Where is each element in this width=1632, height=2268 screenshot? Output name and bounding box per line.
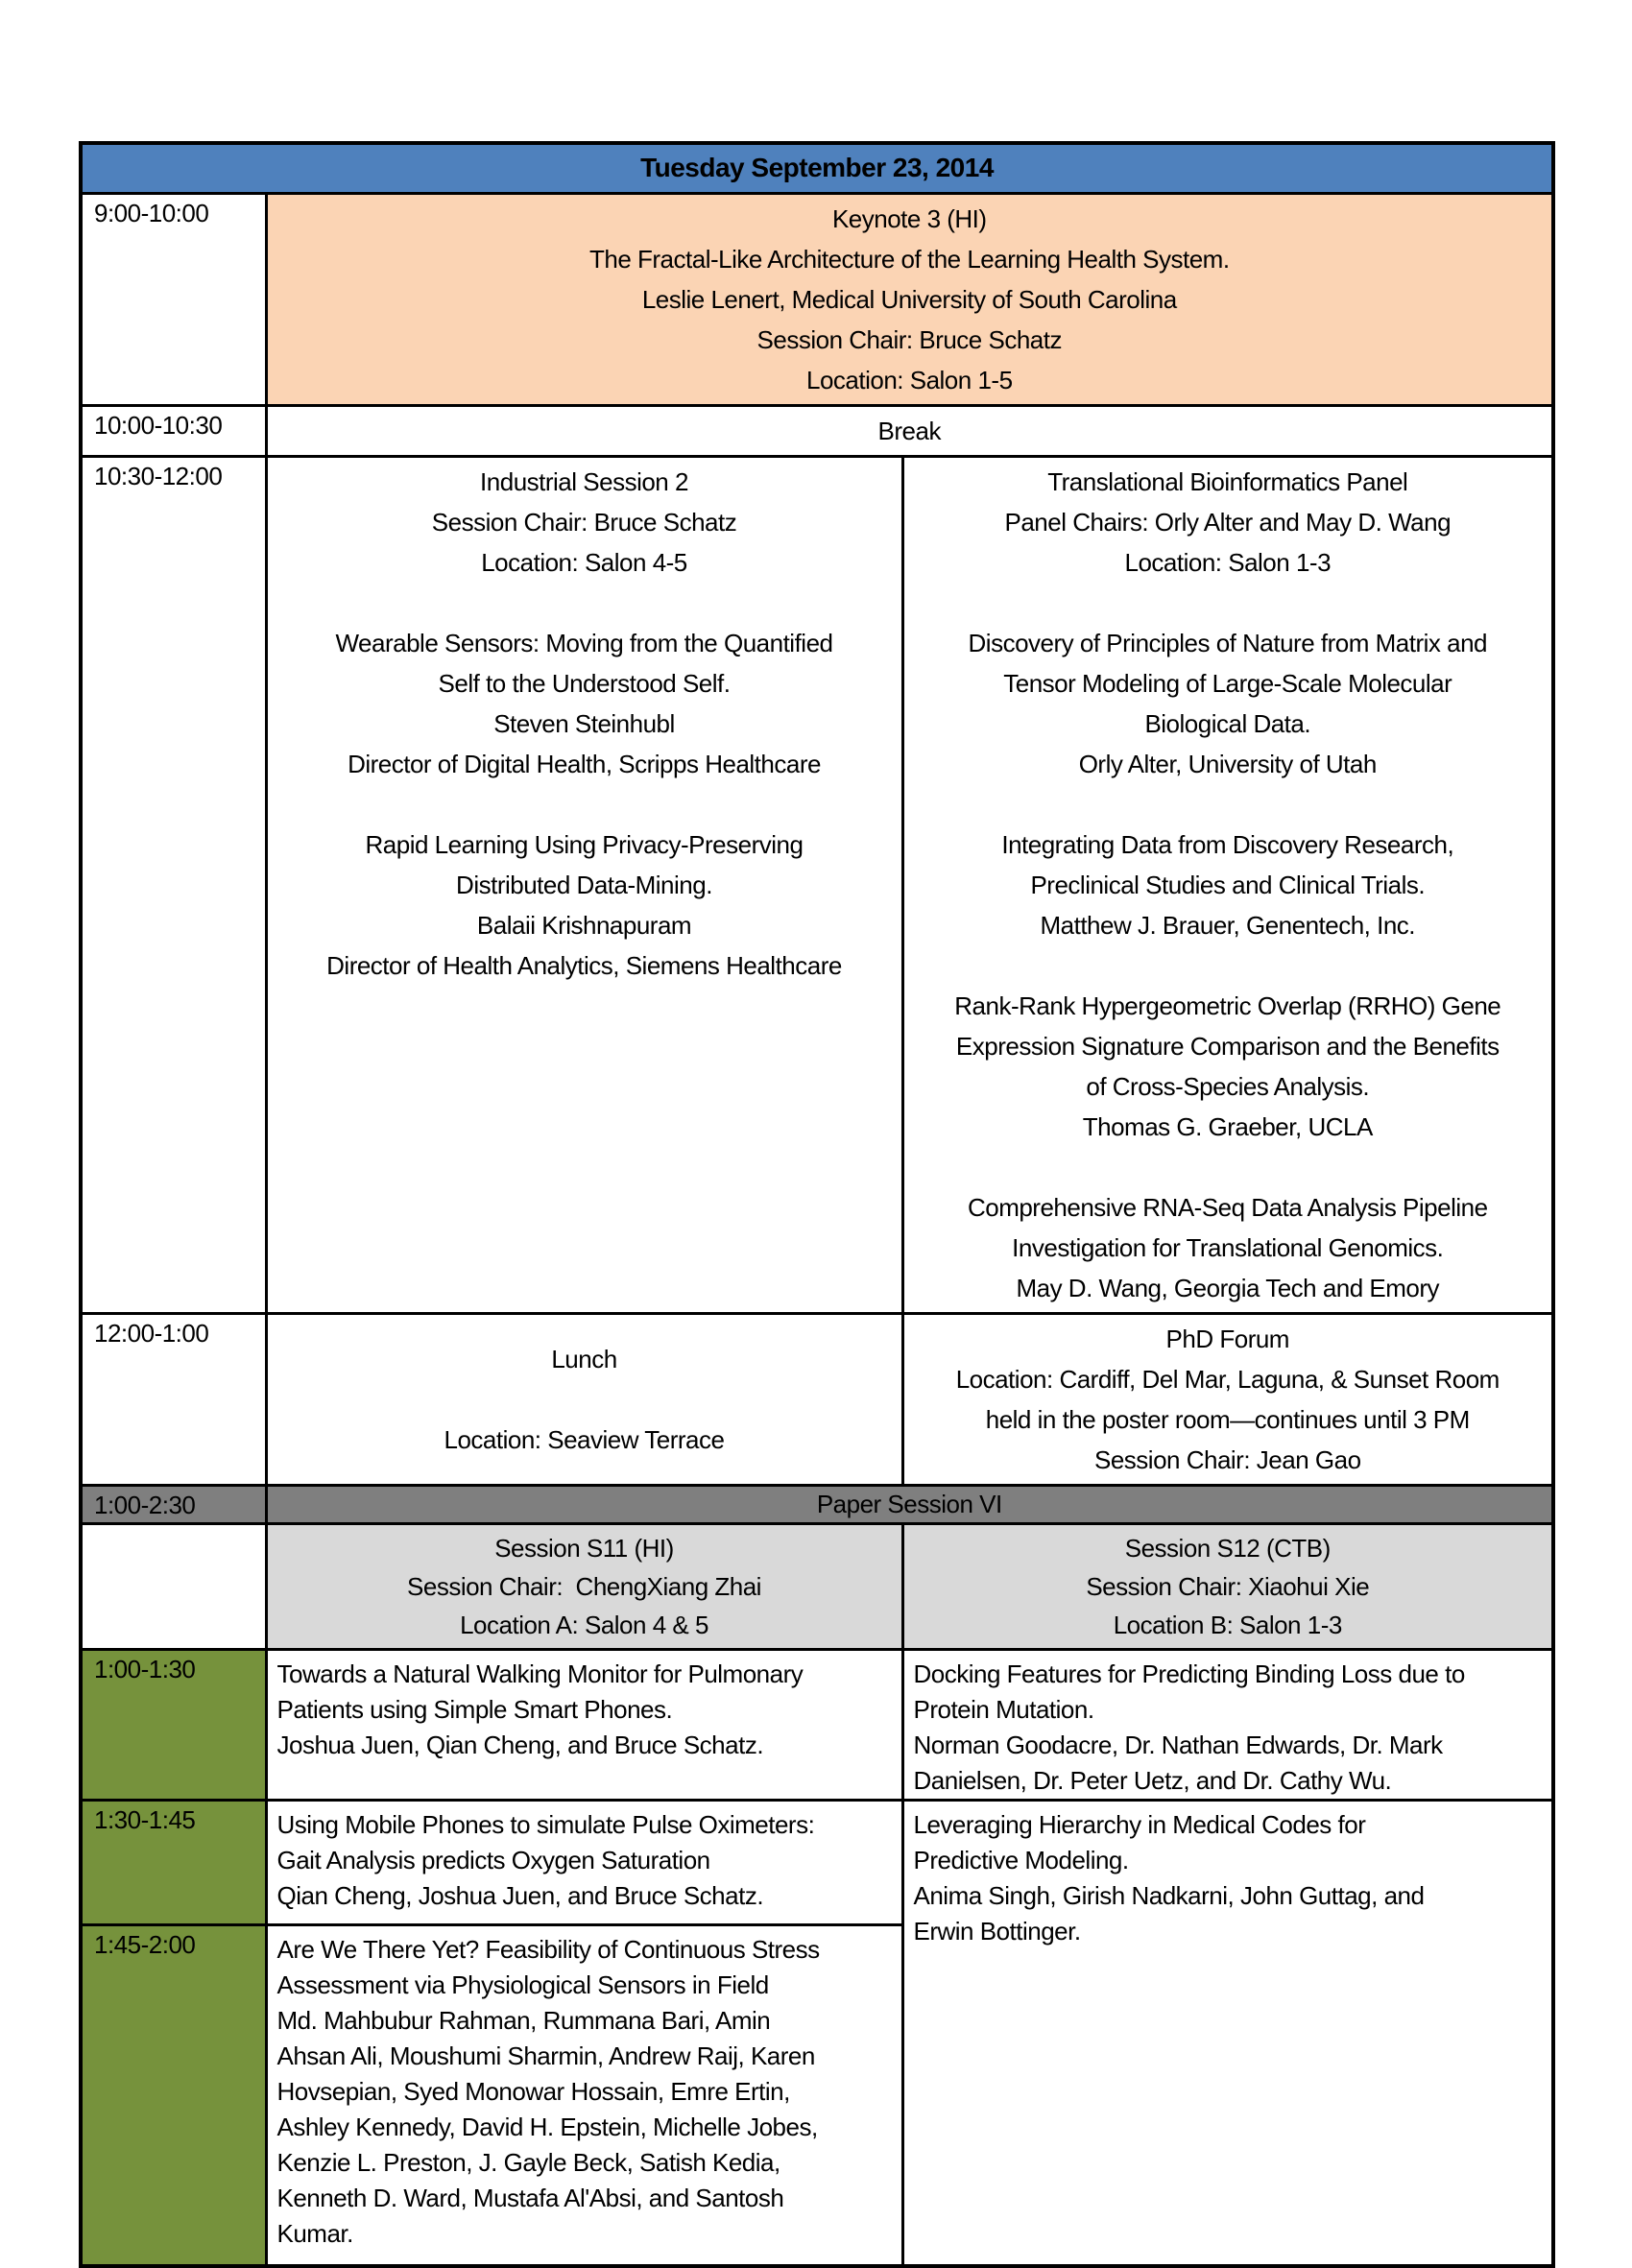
text-line: Ahsan Ali, Moushumi Sharmin, Andrew Raij, Karen <box>276 2041 815 2070</box>
time-cell-paper-2: 1:30-1:45 <box>81 1800 266 1924</box>
text-line: Keynote 3 (HI) <box>831 203 987 233</box>
text-line: Protein Mutation. <box>913 1694 1094 1724</box>
row-break <box>81 405 1553 456</box>
text-line: Comprehensive RNA-Seq Data Analysis Pipeline <box>967 1192 1488 1222</box>
text-line: The Fractal-Like Architecture of the Learning Health System. <box>588 244 1230 274</box>
row-paper-session-band <box>81 1485 1553 1523</box>
paper-walking-monitor-cell <box>266 1649 902 1800</box>
text-line: Orly Alter, University of Utah <box>1078 749 1377 778</box>
text-line: Gait Analysis predicts Oxygen Saturation <box>276 1845 710 1874</box>
text-line: PhD Forum <box>1165 1324 1289 1353</box>
text-line: Break <box>877 416 941 445</box>
text-line: Wearable Sensors: Moving from the Quantified <box>335 628 833 657</box>
text-line: Towards a Natural Walking Monitor for Pulmonary <box>276 1659 804 1688</box>
text-line <box>912 583 1545 623</box>
text-line: Session S12 (CTB) <box>1124 1533 1331 1563</box>
text-line: Lunch <box>551 1344 617 1373</box>
time-cell-paper-3: 1:45-2:00 <box>81 1924 266 2266</box>
paper-leveraging-hierarchy-cell <box>902 1800 1553 2266</box>
text-line: Industrial Session 2 <box>480 466 688 496</box>
time-cell-break: 10:00-10:30 <box>81 405 266 456</box>
text-line: Steven Steinhubl <box>493 708 675 738</box>
text-line: Hovsepian, Syed Monowar Hossain, Emre Ertin, <box>276 2076 790 2106</box>
text-line: Session Chair: ChengXiang Zhai <box>407 1571 761 1601</box>
row-morning-sessions <box>81 456 1553 1313</box>
schedule-table <box>79 141 1555 2268</box>
paper-pulse-oximeters-cell <box>266 1800 902 1924</box>
text-line: Anima Singh, Girish Nadkarni, John Guttag, and <box>913 1880 1425 1910</box>
text-line: Rank-Rank Hypergeometric Overlap (RRHO) Gene <box>954 991 1501 1020</box>
time-cell-empty <box>81 1523 266 1649</box>
industrial-session-cell <box>266 456 902 1313</box>
time-cell-morning: 10:30-12:00 <box>81 456 266 1313</box>
text-line: Session S11 (HI) <box>494 1533 674 1563</box>
text-line: Leveraging Hierarchy in Medical Codes for <box>913 1809 1366 1839</box>
text-line: Preclinical Studies and Clinical Trials. <box>1030 870 1426 899</box>
text-line: Qian Cheng, Joshua Juen, and Bruce Schatz. <box>276 1880 764 1910</box>
text-line: Ashley Kennedy, David H. Epstein, Michelle Jobes, <box>276 2112 818 2141</box>
time-cell-keynote: 9:00-10:00 <box>81 193 266 405</box>
row-date-header <box>81 143 1553 193</box>
text-line: Kenzie L. Preston, J. Gayle Beck, Satish Kedia, <box>276 2147 780 2177</box>
text-line: Session Chair: Jean Gao <box>1093 1444 1361 1474</box>
text-line: Norman Goodacre, Dr. Nathan Edwards, Dr. Mark <box>913 1730 1443 1759</box>
text-line <box>276 1379 894 1420</box>
text-line: Predictive Modeling. <box>913 1845 1129 1874</box>
text-line: Integrating Data from Discovery Research, <box>1001 829 1454 859</box>
text-line: Patients using Simple Smart Phones. <box>276 1694 673 1724</box>
paper-docking-features-cell <box>902 1649 1553 1800</box>
text-line: of Cross-Species Analysis. <box>1086 1071 1370 1101</box>
row-paper-1 <box>81 1649 1553 1800</box>
break-cell <box>266 405 1553 456</box>
text-line: May D. Wang, Georgia Tech and Emory <box>1016 1273 1440 1302</box>
text-line: Director of Digital Health, Scripps Healthcare <box>348 749 821 778</box>
text-line: Location: Salon 1-5 <box>805 365 1013 394</box>
text-line: Rapid Learning Using Privacy-Preserving <box>365 829 804 859</box>
text-line: held in the poster room—continues until 3 PM <box>985 1404 1470 1434</box>
paper-session-band: Paper Session VI <box>266 1485 1553 1523</box>
date-title: Tuesday September 23, 2014 <box>81 143 1553 193</box>
text-line: Tensor Modeling of Large-Scale Molecular <box>1003 668 1452 698</box>
text-line: Director of Health Analytics, Siemens Healthcare <box>326 950 842 980</box>
time-cell-lunch: 12:00-1:00 <box>81 1313 266 1485</box>
text-line: Thomas G. Graeber, UCLA <box>1082 1111 1373 1141</box>
text-line <box>276 784 894 824</box>
text-line: Md. Mahbubur Rahman, Rummana Bari, Amin <box>276 2005 771 2035</box>
session-s12-header-cell <box>902 1523 1553 1649</box>
text-line: Are We There Yet? Feasibility of Continuous Stress <box>276 1934 820 1964</box>
text-line: Docking Features for Predicting Binding Loss due to <box>913 1659 1465 1688</box>
text-line: Joshua Juen, Qian Cheng, and Bruce Schatz. <box>276 1730 764 1759</box>
text-line <box>912 784 1545 824</box>
phd-forum-cell <box>902 1313 1553 1485</box>
text-line: Leslie Lenert, Medical University of South Carolina <box>641 284 1177 314</box>
text-line <box>912 1147 1545 1187</box>
translational-panel-cell <box>902 456 1553 1313</box>
text-line: Erwin Bottinger. <box>913 1916 1081 1946</box>
keynote-cell <box>266 193 1553 405</box>
text-line: Matthew J. Brauer, Genentech, Inc. <box>1040 910 1416 940</box>
text-line: Assessment via Physiological Sensors in Field <box>276 1970 769 1999</box>
text-line: Translational Bioinformatics Panel <box>1047 466 1408 496</box>
text-line: Biological Data. <box>1144 708 1311 738</box>
text-line: Self to the Understood Self. <box>438 668 731 698</box>
text-line: Balaii Krishnapuram <box>476 910 692 940</box>
row-lunch <box>81 1313 1553 1485</box>
text-line: Session Chair: Xiaohui Xie <box>1086 1571 1370 1601</box>
row-paper-2 <box>81 1800 1553 1924</box>
text-line: Session Chair: Bruce Schatz <box>756 324 1062 354</box>
row-keynote <box>81 193 1553 405</box>
text-line: Kumar. <box>276 2218 353 2248</box>
text-line: Location A: Salon 4 & 5 <box>460 1610 708 1639</box>
text-line: Investigation for Translational Genomics. <box>1012 1232 1444 1262</box>
text-line: Location: Salon 1-3 <box>1124 547 1332 577</box>
text-line: Panel Chairs: Orly Alter and May D. Wang <box>1004 507 1452 537</box>
text-line <box>276 583 894 623</box>
text-line: Location: Seaview Terrace <box>444 1424 725 1454</box>
text-line: Location B: Salon 1-3 <box>1113 1610 1342 1639</box>
text-line: Danielsen, Dr. Peter Uetz, and Dr. Cathy Wu. <box>913 1765 1392 1795</box>
text-line <box>912 945 1545 986</box>
text-line: Kenneth D. Ward, Mustafa Al'Absi, and Santosh <box>276 2183 784 2212</box>
text-line: Discovery of Principles of Nature from Matrix and <box>968 628 1487 657</box>
row-session-headers <box>81 1523 1553 1649</box>
text-line: Using Mobile Phones to simulate Pulse Oximeters: <box>276 1809 815 1839</box>
text-line: Location: Cardiff, Del Mar, Laguna, & Sunset Room <box>955 1364 1500 1394</box>
time-cell-paper-1: 1:00-1:30 <box>81 1649 266 1800</box>
text-line: Session Chair: Bruce Schatz <box>431 507 737 537</box>
paper-stress-assessment-cell <box>266 1924 902 2266</box>
session-s11-header-cell <box>266 1523 902 1649</box>
text-line: Location: Salon 4-5 <box>481 547 687 577</box>
text-line: Distributed Data-Mining. <box>456 870 712 899</box>
time-cell-paper-session: 1:00-2:30 <box>81 1485 266 1523</box>
text-line: Expression Signature Comparison and the Benefits <box>955 1031 1500 1061</box>
lunch-cell <box>266 1313 902 1485</box>
